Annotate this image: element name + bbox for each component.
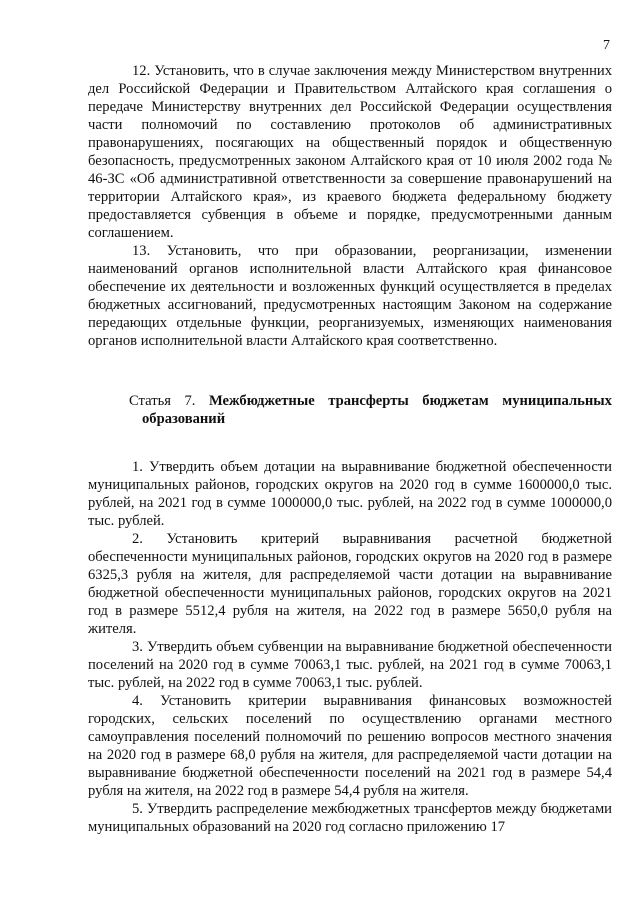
paragraph-3: 3. Утвердить объем субвенции на выравнивание бюджетной обеспеченности поселений на 2020 год в сумме 70063,1 тыс. рублей, на 2021 год в сумме 70063,1 тыс. рублей, на 2022 год в сумме 70063,1 тыс. рублей. [88, 639, 612, 691]
article-title: Межбюджетные трансферты бюджетам муниципальных образований [142, 393, 612, 427]
article-heading [88, 392, 612, 428]
paragraph-2: 2. Установить критерий выравнивания расчетной бюджетной обеспеченности муниципальных районов, городских округов на 2020 год в размере 6325,3 рубля на жителя, для распределяемой части дотации на выравнивание бюджетной обеспеченности муниципальных районов, городских округов на 2021 год в размере 5512,4 рубля на жителя, на 2022 год в размере 5650,0 рубля на жителя. [88, 531, 612, 637]
paragraph-4: 4. Установить критерии выравнивания финансовых возможностей городских, сельских поселений по осуществлению органами местного самоуправления поселений полномочий по решению вопросов местного значения на 2020 год в размере 68,0 рубля на жителя, для распределяемой части дотации на выравнивание бюджетной обеспеченности поселений на 2021 год в размере 54,4 рубля на жителя, на 2022 год в размере 54,4 рубля на жителя. [88, 693, 612, 799]
paragraph-5: 5. Утвердить распределение межбюджетных трансфертов между бюджетами муниципальных образований на 2020 год согласно приложению 17 [88, 801, 612, 835]
paragraph-13: 13. Установить, что при образовании, реорганизации, изменении наименований органов исполнительной власти Алтайского края финансовое обеспечение их деятельности и возложенных функций осуществляется в пределах бюджетных ассигнований, предусмотренных настоящим Законом на содержание передающих отдельные функции, реорганизуемых, изменяющих наименования органов исполнительной власти Алтайского края соответственно. [88, 243, 612, 349]
page-number: 7 [603, 38, 610, 53]
paragraph-1: 1. Утвердить объем дотации на выравнивание бюджетной обеспеченности муниципальных районов, городских округов на 2020 год в сумме 1600000,0 тыс. рублей, на 2021 год в сумме 1000000,0 тыс. рублей, на 2022 год в сумме 1000000,0 тыс. рублей. [88, 459, 612, 529]
article-number: Статья 7. [129, 393, 196, 409]
document-body [88, 62, 612, 836]
paragraph-12: 12. Установить, что в случае заключения между Министерством внутренних дел Российской Федерации и Правительством Алтайского края соглашения о передаче Министерству внутренних дел Российской Федерации осуществления части полномочий по составлению протоколов об административных правонарушениях, посягающих на общественный порядок и общественную безопасность, предусмотренных законом Алтайского края от 10 июля 2002 года № 46-ЗС «Об административной ответственности за совершение правонарушений на территории Алтайского края», из краевого бюджета федеральному бюджету предоставляется субвенция в объеме и порядке, предусмотренными данным соглашением. [88, 63, 612, 241]
